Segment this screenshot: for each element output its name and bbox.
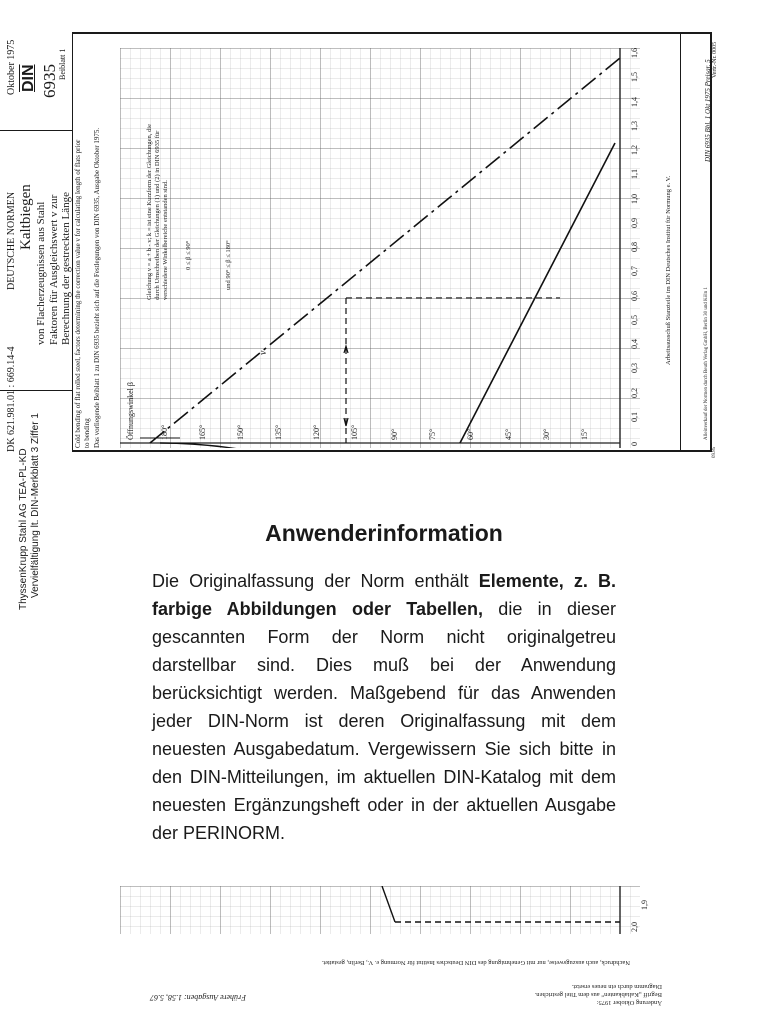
x-tick: 0,5 <box>630 314 639 325</box>
angle-120: 120° <box>312 424 321 440</box>
committee-note: Arbeitsausschuß Stanzteile im DIN Deutsches Institut für Normung e. V. <box>665 175 672 365</box>
x-tick: 0,1 <box>630 411 639 422</box>
header-date: Oktober 1975 <box>6 39 17 95</box>
publisher-note: Alleinverkauf der Normen durch Beuth Verlag GmbH, Berlin 30 und Köln 1 <box>704 287 709 440</box>
x-tick: 1,4 <box>630 96 639 107</box>
x-tick: 0,7 <box>630 266 639 277</box>
title-line3: Berechnung der gestreckten Länge <box>60 191 72 345</box>
x-tick: 0,4 <box>630 339 639 349</box>
din-number: 6935 <box>40 64 59 98</box>
x-tick: 0 <box>630 442 639 446</box>
changes-line-2: Begriff „Kaltabkanten“ aus dem Titel gestrichen. <box>534 991 662 998</box>
strip-grid <box>120 886 640 934</box>
classification: DK 621.981.01 : 669.14-4 <box>6 346 17 452</box>
y-axis-label: Öffnungswinkel β <box>126 382 135 440</box>
x-tick: 1,3 <box>630 120 639 131</box>
bending-diagram <box>120 48 640 448</box>
angle-105: 105° <box>350 424 359 440</box>
angle-15: 15° <box>580 428 589 440</box>
licence-line-1: ThyssenKrupp Stahl AG TEA-PL-KD <box>18 448 29 610</box>
angle-90: 90° <box>390 428 399 440</box>
angle-60: 60° <box>466 428 475 440</box>
x-tick: 1,2 <box>630 145 639 155</box>
angle-45: 45° <box>504 428 513 440</box>
formula-range-1: 0 ≤ β ≤ 90° <box>185 240 192 270</box>
angle-30: 30° <box>542 428 551 440</box>
x-tick: 0,9 <box>630 217 639 228</box>
x-tick: 1,0 <box>630 193 639 204</box>
info-heading: Anwenderinformation <box>265 520 503 546</box>
print-code: 09.85 <box>712 446 717 458</box>
din-logo: DIN <box>20 64 37 92</box>
changes-line-1: Änderung Oktober 1975: <box>596 999 662 1006</box>
english-title-1: Cold bending of flat rolled steel, factors determining the correction value v for calculating length of flats prior <box>74 139 82 448</box>
tick-2-0: 2,0 <box>630 922 639 932</box>
changes-line-3: Diagramm durch ein neues ersetzt. <box>571 983 662 990</box>
x-tick: 0,2 <box>630 387 639 398</box>
licence-line-2: Vervielfältigung lt. DIN-Merkblatt 3 Ziffer 1 <box>30 413 41 598</box>
norm-reference: DIN 6935 Bbl. 1 Okt 1975 Preisgr. 5 <box>704 59 712 162</box>
angle-150: 150° <box>236 424 245 440</box>
title-line2: Faktoren für Ausgleichswert v zur <box>48 194 60 345</box>
x-tick: 0,8 <box>630 242 639 252</box>
info-text-bold: Elemente, z. B. farbige Abbildungen oder Tabellen, <box>152 571 617 619</box>
angle-135: 135° <box>274 424 283 440</box>
info-text-start: Die Originalfassung der Norm enthält <box>152 571 479 591</box>
english-title-2: to bending <box>83 418 91 448</box>
title-main: Kaltbiegen <box>18 184 34 250</box>
info-text <box>152 567 616 847</box>
graph-grid <box>120 48 640 448</box>
sheet-label: Beiblatt 1 <box>58 48 67 80</box>
angle-75: 75° <box>428 428 437 440</box>
x-tick: 1,1 <box>630 169 639 180</box>
formula-range-2: und 90° ≤ β ≤ 180° <box>225 240 232 290</box>
norm-series: DEUTSCHE NORMEN <box>6 191 17 290</box>
curve-label: v <box>258 350 269 355</box>
info-text-end: die in dieser gescannten Form der Norm nicht originalgetreu darstellbar sind. Dies muß bei der Anwendung berücksichtigt werden. Maßgebend für das Anwenden jeder DIN-Norm ist deren Originalfassung mit dem neuesten Ausgabedatum. Vergewissern Sie sich bitte in den DIN-Mitteilungen, im aktuellen DIN-Katalog mit dem neuesten Ergänzungsheft oder in der aktuellen Ausgabe der PERINORM. <box>152 599 617 843</box>
bending-diagram-strip <box>120 886 660 934</box>
angle-165: 165° <box>198 424 207 440</box>
edition-note: Das vorliegende Beiblatt 1 zu DIN 6935 bezieht sich auf die Festlegungen von DIN 6935, Ausgabe Oktober 1975. <box>93 127 101 448</box>
x-tick: 0,6 <box>630 290 639 301</box>
earlier-editions: Frühere Ausgaben: 1.58, 5.67 <box>150 993 246 1002</box>
x-tick: 1,6 <box>630 48 639 58</box>
angle-180: 180° <box>160 424 169 440</box>
user-information <box>152 520 616 847</box>
reprint-note: Nachdruck, auch auszugsweise, nur mit Genehmigung des DIN Deutsches Institut für Normung e. V., Berlin, gestattet. <box>321 959 630 966</box>
tick-1-9: 1,9 <box>640 900 649 910</box>
formula-intro: Gleichung v = a + b - v; k = ist eine Kurzform der Gleichungen, die durch Umschreiben der Gleichungen (1) und (2) in DIN 6935 für verschiedene Winkelbereiche entstanden sind. <box>146 124 169 300</box>
x-tick: 1,5 <box>630 72 639 83</box>
x-tick: 0,3 <box>630 363 639 374</box>
title-line1: von Flacherzeugnissen aus Stahl <box>35 201 47 345</box>
vertrieb-number: Vertr.-Nr. 0005 <box>712 41 718 78</box>
